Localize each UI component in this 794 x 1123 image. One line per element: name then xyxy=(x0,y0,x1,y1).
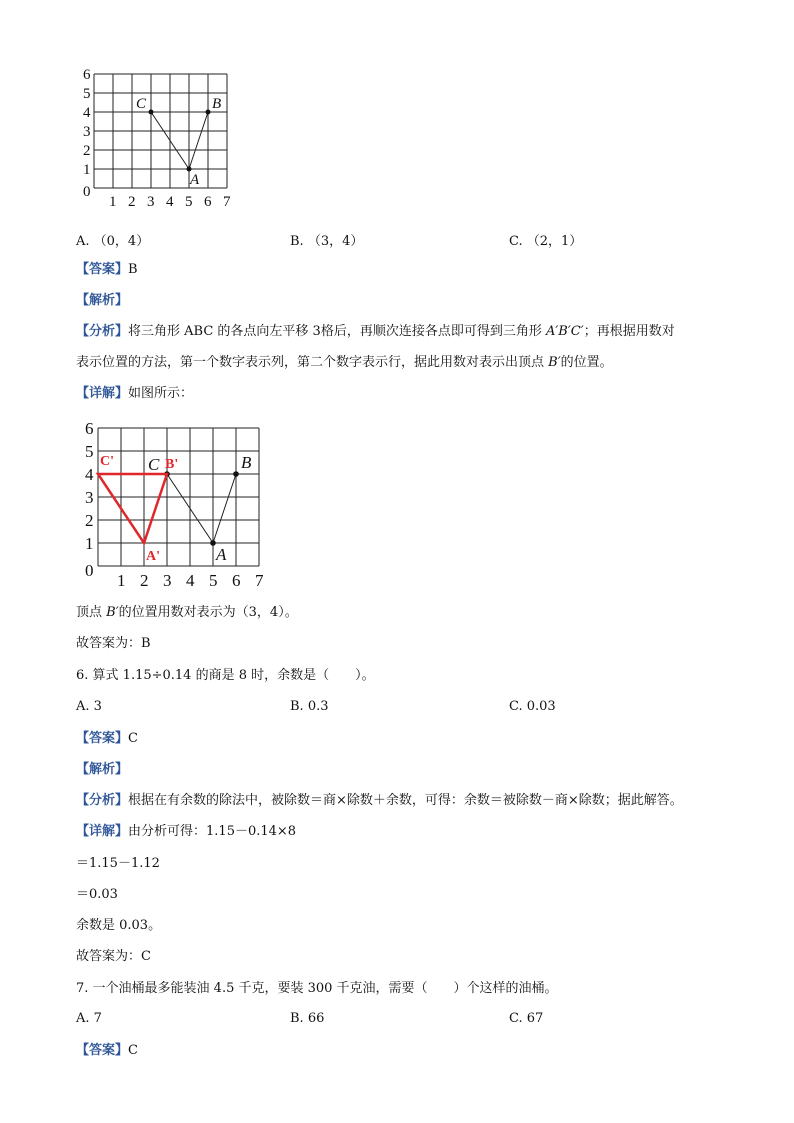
option-a: A. 3 xyxy=(76,699,102,714)
y-tick: 6 xyxy=(85,419,94,438)
label-c: C xyxy=(148,455,160,474)
fenxi-text: 表示位置的方法，第一个数字表示列，第二个数字表示行，据此用数对表示出顶点 xyxy=(76,355,549,370)
y-tick: 0 xyxy=(85,561,94,580)
option-a: A. （0，4） xyxy=(76,234,150,249)
fenxi-text: 根据在有余数的除法中，被除数＝商×除数＋余数，可得：余数＝被除数－商×除数；据此解答。 xyxy=(128,793,683,808)
x-tick: 5 xyxy=(185,194,193,210)
option-c: C. 67 xyxy=(509,1011,544,1026)
remainder-line: 余数是 0.03。 xyxy=(76,918,162,933)
point-a xyxy=(187,167,192,172)
y-tick: 0 xyxy=(83,184,91,200)
detail-line xyxy=(76,385,193,403)
triangle-var: A′B′C′ xyxy=(545,324,584,339)
x-tick: 1 xyxy=(109,194,117,210)
point-a xyxy=(210,540,216,546)
option-a: A. 7 xyxy=(76,1011,102,1026)
option-b: B. （3，4） xyxy=(290,234,364,249)
detail-text: 如图所示： xyxy=(128,386,194,401)
final-answer: 故答案为：C xyxy=(76,949,151,964)
question-7: 7. 一个油桶最多能装油 4.5 千克，要装 300 千克油，需要（ ）个这样的油桶。 xyxy=(76,981,558,996)
fenxi-text: ；再根据用数对 xyxy=(583,324,675,339)
final-answer: 故答案为：B xyxy=(76,636,151,651)
fenxi-tag: 【分析】 xyxy=(76,793,129,808)
analysis-heading xyxy=(76,292,128,310)
option-b: B. 0.3 xyxy=(290,699,329,714)
triangle-abc xyxy=(151,112,208,169)
y-tick: 1 xyxy=(85,534,94,553)
label-b: B xyxy=(212,96,222,112)
label-a-prime: A' xyxy=(146,549,160,564)
result-text: 的位置用数对表示为（3，4）。 xyxy=(118,605,298,620)
x-tick: 4 xyxy=(186,571,195,590)
y-tick: 4 xyxy=(85,465,94,484)
answer-value: B xyxy=(128,262,138,277)
option-c: C. （2，1） xyxy=(509,234,583,249)
calc-step-2: ＝0.03 xyxy=(76,887,118,902)
answer-value: C xyxy=(128,731,138,746)
label-a: A xyxy=(216,545,227,564)
y-tick: 5 xyxy=(83,86,91,102)
answer-tag: 【答案】 xyxy=(76,731,129,746)
x-tick: 7 xyxy=(255,571,264,590)
option-b: B. 66 xyxy=(290,1011,325,1026)
fenxi-text: 的位置。 xyxy=(560,355,613,370)
x-tick: 3 xyxy=(163,571,172,590)
result-text: 顶点 xyxy=(76,605,107,620)
coordinate-grid-original xyxy=(76,66,246,210)
vertex-var: B′ xyxy=(548,355,561,370)
fenxi-line-2 xyxy=(76,354,613,372)
result-line xyxy=(76,604,298,622)
vertex-var: B′ xyxy=(106,605,119,620)
fenxi-text: 将三角形 ABC 的各点向左平移 3格后，再顺次连接各点即可得到三角形 xyxy=(128,324,546,339)
fenxi-tag: 【分析】 xyxy=(76,324,129,339)
x-tick: 3 xyxy=(147,194,155,210)
analysis-heading xyxy=(76,761,128,779)
y-tick: 3 xyxy=(83,124,91,140)
y-tick: 2 xyxy=(85,511,94,530)
answer-tag: 【答案】 xyxy=(76,1043,129,1058)
label-b-prime: B' xyxy=(165,457,179,472)
y-tick: 2 xyxy=(83,143,91,159)
answer-line xyxy=(76,261,138,279)
point-c xyxy=(149,110,154,115)
detail-line xyxy=(76,823,296,841)
answer-line xyxy=(76,730,138,748)
y-tick: 4 xyxy=(83,105,91,121)
label-c-prime: C' xyxy=(100,454,114,469)
detail-tag: 【详解】 xyxy=(76,824,129,839)
option-c: C. 0.03 xyxy=(509,699,556,714)
triangle-a-prime-b-prime-c-prime xyxy=(98,474,167,543)
x-tick: 6 xyxy=(232,571,241,590)
point-b xyxy=(233,471,239,477)
point-b xyxy=(206,110,211,115)
analysis-tag: 【解析】 xyxy=(76,762,129,777)
label-a: A xyxy=(190,172,200,188)
x-tick: 2 xyxy=(140,571,149,590)
x-tick: 4 xyxy=(166,194,174,210)
fenxi-line xyxy=(76,792,683,810)
y-tick: 6 xyxy=(83,67,91,83)
fenxi-line-1 xyxy=(76,323,675,341)
analysis-tag: 【解析】 xyxy=(76,293,129,308)
y-tick: 3 xyxy=(85,488,94,507)
label-b: B xyxy=(241,453,252,472)
calc-step-1: ＝1.15－1.12 xyxy=(76,856,160,871)
x-tick: 5 xyxy=(209,571,218,590)
coordinate-grid-translated xyxy=(76,418,276,590)
question-6: 6. 算式 1.15÷0.14 的商是 8 时，余数是（ ）。 xyxy=(76,668,375,683)
detail-tag: 【详解】 xyxy=(76,386,129,401)
x-tick: 2 xyxy=(128,194,136,210)
answer-line xyxy=(76,1042,138,1060)
answer-value: C xyxy=(128,1043,138,1058)
detail-text: 由分析可得：1.15－0.14×8 xyxy=(128,824,297,839)
x-tick: 6 xyxy=(204,194,212,210)
y-tick: 5 xyxy=(85,442,94,461)
answer-tag: 【答案】 xyxy=(76,262,129,277)
x-tick: 7 xyxy=(223,194,231,210)
y-tick: 1 xyxy=(83,162,91,178)
triangle-abc xyxy=(167,474,236,543)
label-c: C xyxy=(136,96,147,112)
x-tick: 1 xyxy=(117,571,126,590)
